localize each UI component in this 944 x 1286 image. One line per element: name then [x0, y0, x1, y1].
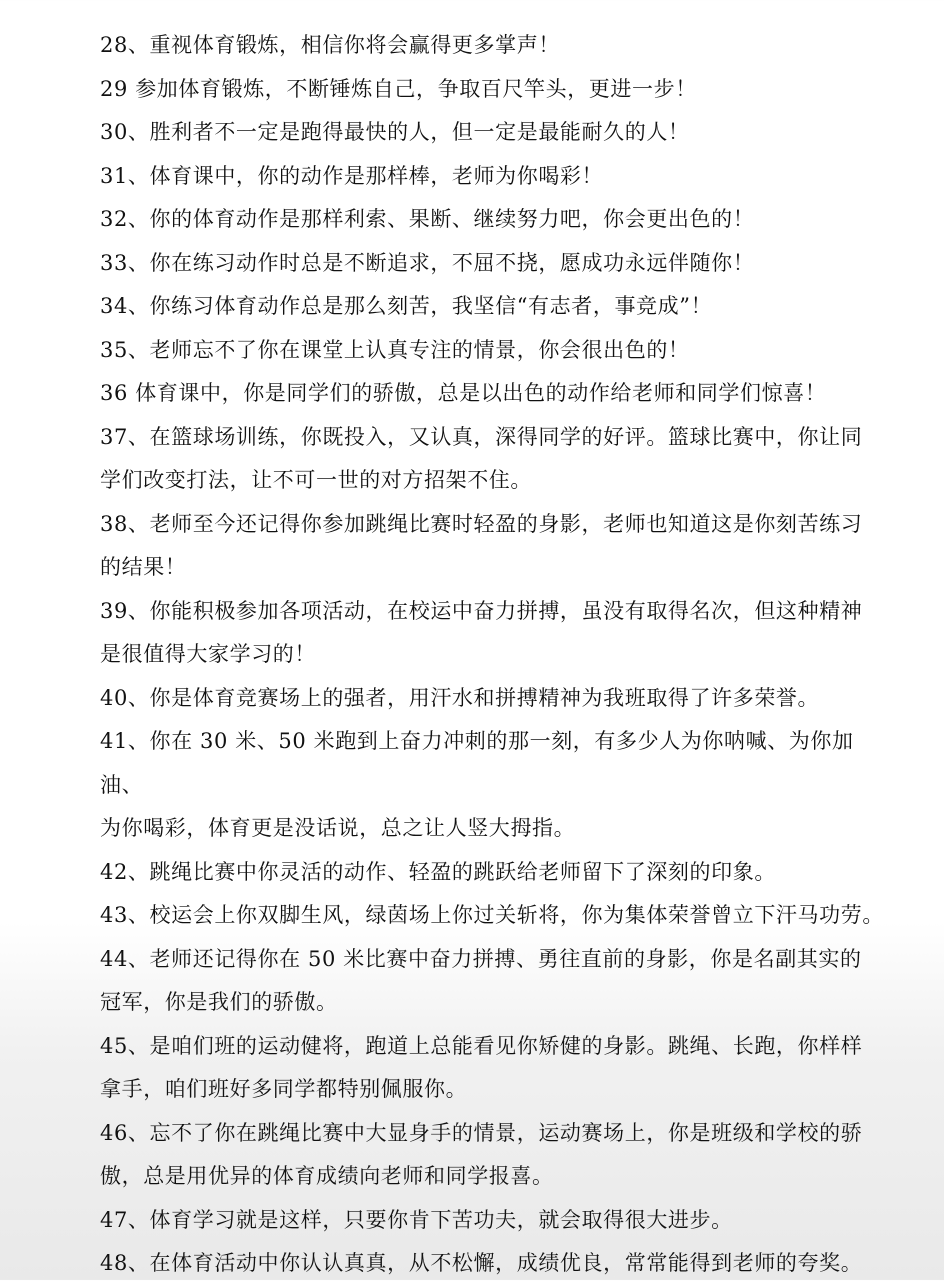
item-28-line-1: 28、重视体育锻炼，相信你将会赢得更多掌声！ [100, 33, 560, 57]
list-item [100, 1025, 874, 1112]
item-44-line-1: 44、老师还记得你在 50 米比赛中奋力拼搏、勇往直前的身影，你是名副其实的 [100, 946, 862, 971]
item-45-line-2: 拿手，咱们班好多同学都特别佩服你。 [100, 1077, 468, 1101]
item-41-line-1: 41、你在 30 米、50 米跑到上奋力冲刺的那一刻，有多少人为你呐喊、为你加油、 [100, 729, 854, 797]
item-44-line-2: 冠军，你是我们的骄傲。 [100, 990, 338, 1014]
item-37-line-2: 学们改变打法，让不可一世的对方招架不住。 [100, 468, 532, 492]
item-36-line-1: 36 体育课中，你是同学们的骄傲，总是以出色的动作给老师和同学们惊喜！ [100, 381, 827, 405]
list-item [100, 285, 874, 329]
item-29-line-1: 29 参加体育锻炼，不断锤炼自己，争取百尺竿头，更进一步！ [100, 76, 697, 101]
item-34-line-1: 34、你练习体育动作总是那么刻苦，我坚信“有志者，事竞成”！ [100, 294, 713, 318]
item-46-line-2: 傲，总是用优异的体育成绩向老师和同学报喜。 [100, 1164, 554, 1188]
item-33-line-1: 33、你在练习动作时总是不断追求，不屈不挠，愿成功永远伴随你！ [100, 250, 755, 275]
item-40-line-1: 40、你是体育竞赛场上的强者，用汗水和拼搏精神为我班取得了许多荣誉。 [100, 685, 820, 710]
list-item [100, 198, 874, 242]
item-39-line-1: 39、你能积极参加各项活动，在校运中奋力拼搏，虽没有取得名次，但这种精神 [100, 598, 863, 623]
item-42-line-1: 42、跳绳比赛中你灵活的动作、轻盈的跳跃给老师留下了深刻的印象。 [100, 859, 776, 884]
item-45-line-1: 45、是咱们班的运动健将，跑道上总能看见你矫健的身影。跳绳、长跑，你样样 [100, 1033, 863, 1058]
item-32-line-1: 32、你的体育动作是那样利索、果断、继续努力吧，你会更出色的！ [100, 207, 755, 231]
item-38-line-1: 38、老师至今还记得你参加跳绳比赛时轻盈的身影，老师也知道这是你刻苦练习 [100, 511, 863, 536]
list-item [100, 111, 874, 155]
list-item [100, 372, 874, 416]
list-item [100, 677, 874, 721]
list-item [100, 720, 874, 851]
item-31-line-1: 31、体育课中，你的动作是那样棒，老师为你喝彩！ [100, 163, 604, 188]
list-item [100, 1112, 874, 1199]
list-item [100, 503, 874, 590]
item-30-line-1: 30、胜利者不一定是跑得最快的人，但一定是最能耐久的人！ [100, 120, 690, 144]
list-item [100, 68, 874, 112]
item-39-line-2: 是很值得大家学习的！ [100, 642, 316, 666]
list-item [100, 155, 874, 199]
list-item [100, 24, 874, 68]
list-item [100, 416, 874, 503]
item-37-line-1: 37、在篮球场训练，你既投入，又认真，深得同学的好评。篮球比赛中，你让同 [100, 424, 863, 449]
list-item [100, 329, 874, 373]
item-48-line-1: 48、在体育活动中你认认真真，从不松懈，成绩优良，常常能得到老师的夸奖。 [100, 1251, 863, 1275]
item-41-line-2: 为你喝彩，体育更是没话说，总之让人竖大拇指。 [100, 816, 576, 840]
list-item [100, 851, 874, 895]
list-item [100, 242, 874, 286]
item-38-line-2: 的结果！ [100, 555, 187, 579]
list-item [100, 894, 884, 938]
list-item [100, 1242, 874, 1286]
list-item [100, 1199, 874, 1243]
comment-list [100, 24, 884, 1286]
list-item [100, 938, 874, 1025]
item-35-line-1: 35、老师忘不了你在课堂上认真专注的情景，你会很出色的！ [100, 337, 690, 362]
item-46-line-1: 46、忘不了你在跳绳比赛中大显身手的情景，运动赛场上，你是班级和学校的骄 [100, 1120, 863, 1145]
item-47-line-1: 47、体育学习就是这样，只要你肯下苦功夫，就会取得很大进步。 [100, 1207, 733, 1232]
list-item [100, 590, 874, 677]
item-43-line-1: 43、校运会上你双脚生风，绿茵场上你过关斩将，你为集体荣誉曾立下汗马功劳。 [100, 903, 884, 927]
